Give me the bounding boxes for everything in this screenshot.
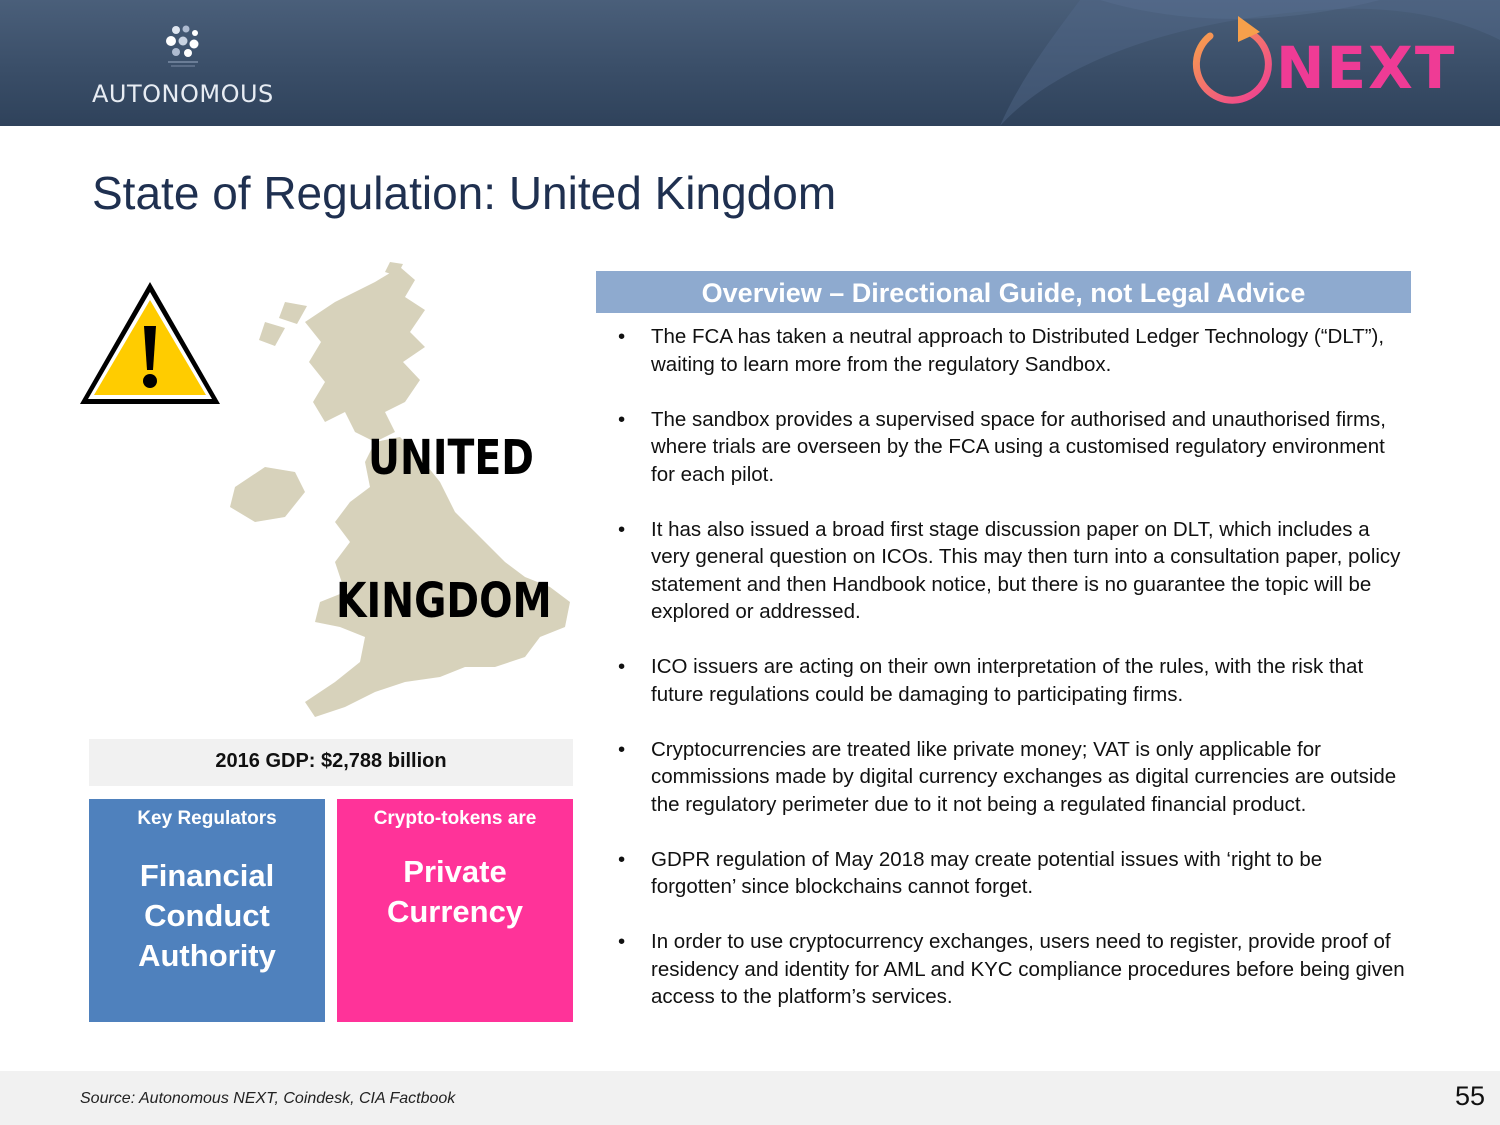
next-wordmark: NEXT	[1276, 34, 1457, 102]
key-regulators-card	[89, 799, 325, 1022]
page-title: State of Regulation: United Kingdom	[92, 167, 837, 219]
autonomous-dots-icon	[164, 24, 204, 70]
token-status-line: Currency	[386, 894, 524, 929]
bullet-icon: •	[618, 517, 626, 541]
map-label-kingdom: KINGDOM	[336, 573, 552, 629]
list-item	[618, 516, 1408, 626]
list-item	[618, 736, 1408, 819]
list-item	[618, 846, 1408, 901]
regulator-name-line: Financial	[139, 858, 275, 893]
bullet-icon: •	[618, 325, 626, 348]
regulator-name-line: Authority	[138, 938, 276, 973]
bullet-text: In order to use cryptocurrency exchanges, users need to register, provide proof of residency and identity for AML and KYC compliance procedures before being given access to the platform’s services.	[651, 930, 1405, 1008]
bullet-icon: •	[618, 737, 626, 761]
key-regulators-heading: Key Regulators	[137, 808, 277, 829]
list-item	[618, 323, 1408, 378]
bullet-text: ICO issuers are acting on their own interpretation of the rules, with the risk that future regulations could be damaging to participating firms.	[651, 655, 1364, 706]
gdp-banner: 2016 GDP: $2,788 billion	[89, 739, 573, 786]
footer-bar	[0, 1071, 1500, 1125]
refresh-ring-icon	[1180, 10, 1280, 116]
map-label-united: UNITED	[368, 430, 534, 486]
bullet-icon: •	[618, 655, 626, 678]
regulator-name-line: Conduct	[144, 898, 270, 933]
bullet-text: The FCA has taken a neutral approach to Distributed Ledger Technology (“DLT”), waiting to learn more from the regulatory Sandbox.	[651, 325, 1385, 376]
next-logo	[1180, 10, 1457, 116]
token-status	[337, 852, 573, 932]
warning-triangle-icon	[76, 278, 224, 410]
source-note: Source: Autonomous NEXT, Coindesk, CIA Factbook	[80, 1090, 456, 1107]
bullet-text: GDPR regulation of May 2018 may create potential issues with ‘right to be forgotten’ since blockchains cannot forget.	[651, 847, 1323, 898]
uk-map	[225, 262, 585, 722]
bullet-text: Cryptocurrencies are treated like private money; VAT is only applicable for commissions made by digital currency exchanges as digital currencies are outside the regulatory perimeter due to it not being a regulated financial product.	[651, 737, 1397, 816]
bullet-text: It has also issued a broad first stage discussion paper on DLT, which includes a very general question on ICOs. This may then turn into a consultation paper, policy statement and then Handbook notice, but there is no guarantee the topic will be explored or addressed.	[651, 517, 1401, 623]
regulator-name	[89, 856, 325, 976]
autonomous-logo	[92, 22, 282, 112]
list-item	[618, 928, 1408, 1011]
list-item	[618, 406, 1408, 489]
autonomous-wordmark: AUTONOMOUS	[92, 80, 274, 108]
bullet-icon: •	[618, 930, 626, 953]
token-status-line: Private	[403, 854, 507, 889]
bullet-icon: •	[618, 407, 626, 431]
overview-list	[618, 323, 1408, 1038]
bullet-icon: •	[618, 847, 626, 871]
bullet-text: The sandbox provides a supervised space for authorised and unauthorised firms, where trials are overseen by the FCA using a customised regulatory environment for each pilot.	[651, 407, 1387, 486]
page-number: 55	[1454, 1081, 1485, 1111]
overview-heading: Overview – Directional Guide, not Legal Advice	[596, 271, 1411, 313]
crypto-tokens-card	[337, 799, 573, 1022]
crypto-tokens-heading: Crypto-tokens are	[373, 808, 537, 829]
header-band	[0, 0, 1500, 126]
list-item	[618, 653, 1408, 708]
